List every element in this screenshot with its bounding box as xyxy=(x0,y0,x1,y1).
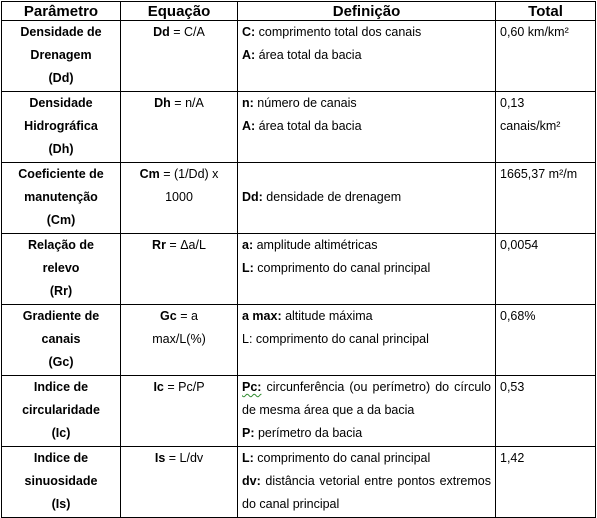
definition-text: área total da bacia xyxy=(255,48,362,62)
equation-rest: = Δa/L xyxy=(165,238,206,252)
definition-term: Pc: xyxy=(242,380,262,394)
definition-term: A: xyxy=(242,48,256,62)
definition-term: dv: xyxy=(242,474,261,488)
header-equacao: Equação xyxy=(121,2,238,21)
table-row xyxy=(2,21,596,92)
param-cell xyxy=(2,21,121,92)
param-line: Indice de xyxy=(33,451,89,465)
param-line: (Cm) xyxy=(46,213,76,227)
table-row xyxy=(2,163,596,234)
table-row xyxy=(2,234,596,305)
param-line: Relação de xyxy=(27,238,94,252)
total-cell: 1665,37 m²/m xyxy=(496,163,596,234)
equation-var: Gc xyxy=(160,309,177,323)
equation-line xyxy=(125,305,233,328)
equation-line xyxy=(125,163,233,186)
equation-rest: = n/A xyxy=(170,96,204,110)
equation-rest: = a xyxy=(176,309,198,323)
header-row xyxy=(2,2,596,21)
definition-cell xyxy=(238,92,496,163)
equation-cell xyxy=(121,305,238,376)
definition-line xyxy=(242,92,491,115)
equation-rest: = Pc/P xyxy=(163,380,205,394)
param-line: sinuosidade xyxy=(24,474,98,488)
header-definicao: Definição xyxy=(238,2,496,21)
definition-cell xyxy=(238,163,496,234)
definition-cell xyxy=(238,305,496,376)
definition-term: a max: xyxy=(242,309,282,323)
param-cell xyxy=(2,376,121,447)
definition-text: comprimento do canal principal xyxy=(253,261,431,275)
param-cell xyxy=(2,305,121,376)
param-line: Gradiente de xyxy=(22,309,100,323)
definition-text: amplitude altimétricas xyxy=(253,238,378,252)
equation-rest: = (1/Dd) x xyxy=(159,167,219,181)
param-line: canais xyxy=(41,332,81,346)
definition-text: L: comprimento do canal principal xyxy=(242,332,429,346)
param-line: (Ic) xyxy=(51,426,71,440)
equation-cell xyxy=(121,21,238,92)
definition-line xyxy=(242,376,491,422)
param-line: Coeficiente de xyxy=(18,167,104,181)
definition-term: P: xyxy=(242,426,255,440)
definition-term: a: xyxy=(242,238,254,252)
definition-line xyxy=(242,115,491,138)
param-line: circularidade xyxy=(22,403,100,417)
definition-term: Dd: xyxy=(242,190,263,204)
table-row xyxy=(2,305,596,376)
param-line: Densidade xyxy=(29,96,93,110)
definition-text: número de canais xyxy=(253,96,357,110)
definition-text: altitude máxima xyxy=(281,309,373,323)
definition-line xyxy=(242,447,491,470)
equation-cell xyxy=(121,376,238,447)
definition-cell xyxy=(238,376,496,447)
definition-term: L: xyxy=(242,261,254,275)
total-cell: 0,68% xyxy=(496,305,596,376)
equation-var: Ic xyxy=(153,380,164,394)
equation-rest: = C/A xyxy=(169,25,205,39)
table-row xyxy=(2,447,596,518)
equation-cell xyxy=(121,163,238,234)
definition-text: comprimento do canal principal xyxy=(253,451,431,465)
param-line: Indice de xyxy=(33,380,89,394)
param-line: (Dd) xyxy=(48,71,74,85)
param-cell xyxy=(2,92,121,163)
definition-line xyxy=(242,328,491,351)
definition-cell xyxy=(238,447,496,518)
param-line: (Dh) xyxy=(48,142,74,156)
param-line: Densidade de xyxy=(20,25,102,39)
header-parametro: Parâmetro xyxy=(2,2,121,21)
equation-var: Dd xyxy=(153,25,170,39)
definition-text: distância vetorial entre pontos extremos do canal principal xyxy=(242,474,491,511)
definition-line xyxy=(242,470,491,516)
param-line: Hidrográfica xyxy=(24,119,98,133)
equation-line: max/L(%) xyxy=(152,332,206,346)
definition-line xyxy=(242,234,491,257)
definition-term: A: xyxy=(242,119,256,133)
definition-line xyxy=(242,422,491,445)
definition-cell xyxy=(238,234,496,305)
definition-text: densidade de drenagem xyxy=(262,190,402,204)
definition-line xyxy=(242,305,491,328)
definition-term: L: xyxy=(242,451,254,465)
definition-line xyxy=(242,21,491,44)
table-row xyxy=(2,92,596,163)
definition-line xyxy=(242,257,491,280)
definition-cell xyxy=(238,21,496,92)
definition-text: circunferência (ou perímetro) do círculo de mesma área que a da bacia xyxy=(242,380,491,417)
equation-line: 1000 xyxy=(165,190,193,204)
definition-term: n: xyxy=(242,96,254,110)
total-cell xyxy=(496,92,596,163)
param-cell xyxy=(2,163,121,234)
param-cell xyxy=(2,447,121,518)
total-cell: 1,42 xyxy=(496,447,596,518)
param-line: (Rr) xyxy=(49,284,73,298)
total-cell: 0,53 xyxy=(496,376,596,447)
definition-line xyxy=(242,44,491,67)
definition-text: área total da bacia xyxy=(255,119,362,133)
equation-rest: = L/dv xyxy=(165,451,204,465)
total-line: canais/km² xyxy=(500,119,561,133)
param-line: relevo xyxy=(42,261,80,275)
param-line: (Is) xyxy=(51,497,71,511)
total-cell: 0,0054 xyxy=(496,234,596,305)
equation-cell xyxy=(121,92,238,163)
total-cell: 0,60 km/km² xyxy=(496,21,596,92)
equation-cell xyxy=(121,447,238,518)
equation-var: Is xyxy=(154,451,166,465)
param-line: Drenagem xyxy=(30,48,92,62)
equation-var: Rr xyxy=(152,238,166,252)
definition-text: comprimento total dos canais xyxy=(255,25,422,39)
spacer xyxy=(242,163,491,186)
equation-var: Dh xyxy=(154,96,171,110)
definition-line xyxy=(242,186,491,209)
total-line: 0,13 xyxy=(500,96,525,110)
equation-cell xyxy=(121,234,238,305)
param-cell xyxy=(2,234,121,305)
table-row xyxy=(2,376,596,447)
definition-text: perímetro da bacia xyxy=(254,426,363,440)
equation-var: Cm xyxy=(139,167,160,181)
param-line: manutenção xyxy=(24,190,98,204)
definition-term: C: xyxy=(242,25,256,39)
header-total: Total xyxy=(496,2,596,21)
parameters-table xyxy=(1,1,596,518)
param-line: (Gc) xyxy=(48,355,74,369)
